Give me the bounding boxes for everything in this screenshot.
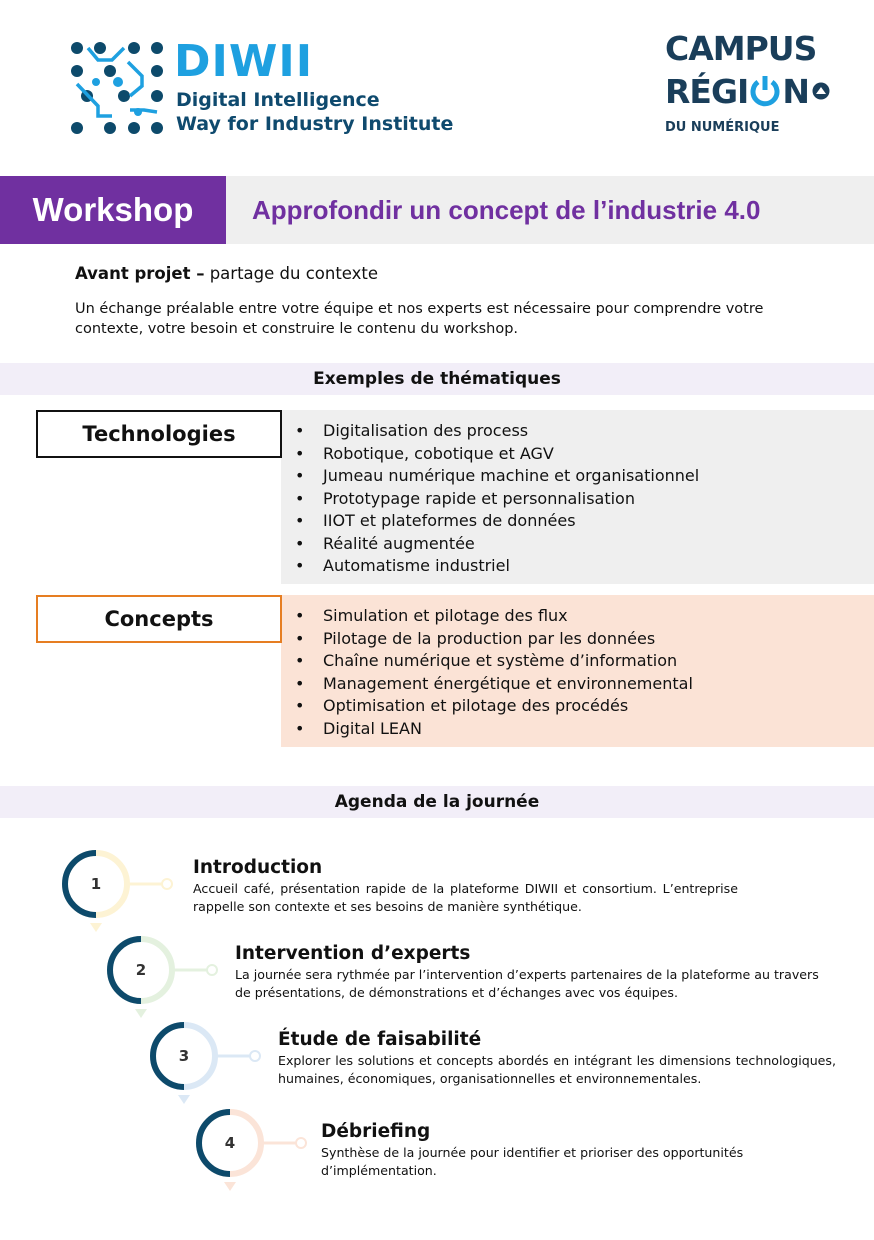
region-emblem-icon [812, 82, 830, 100]
brand-name: DIWII [174, 36, 314, 87]
step-title: Intervention d’experts [235, 943, 471, 964]
campus-logo-line3: DU NUMÉRIQUE [665, 120, 780, 135]
step-ring-icon [194, 1107, 314, 1207]
intro-heading [75, 263, 378, 285]
step-description: La journée sera rythmée par l’intervention d’experts partenaires de la plateforme au travers de présentations, de démonstrations et d’échanges avec vos équipes. [235, 967, 819, 1000]
step-number: 4 [224, 1134, 236, 1152]
technologies-label: Technologies [36, 410, 282, 458]
concept-item: • Pilotage de la production par les données [323, 628, 874, 651]
step-title: Introduction [193, 857, 323, 878]
technologies-panel [281, 410, 874, 584]
concept-item: • Management énergétique et environnemental [323, 673, 874, 696]
concept-item: • Chaîne numérique et système d’information [323, 650, 874, 673]
workshop-tab: Workshop [0, 176, 226, 244]
concept-item: • Simulation et pilotage des flux [323, 605, 874, 628]
technology-item: • IIOT et plateformes de données [323, 510, 874, 533]
technology-item: • Digitalisation des process [323, 420, 874, 443]
step-title: Débriefing [321, 1121, 431, 1142]
concepts-list [281, 595, 874, 740]
concepts-label: Concepts [36, 595, 282, 643]
page-title: Approfondir un concept de l’industrie 4.0 [252, 194, 761, 225]
step-description: Explorer les solutions et concepts abordés en intégrant les dimensions technologiques, humaines, économiques, organisationnelles et environnementales. [278, 1053, 836, 1086]
concept-item: • Digital LEAN [323, 718, 874, 741]
campus-logo-line1: CAMPUS [665, 29, 817, 68]
brand-tagline-line1: Digital Intelligence [176, 89, 380, 111]
campus-logo-n: N [782, 71, 810, 111]
step-ring-icon [148, 1020, 268, 1120]
technology-item: • Réalité augmentée [323, 533, 874, 556]
concepts-panel [281, 595, 874, 747]
agenda-section-title: Agenda de la journée [0, 786, 874, 818]
step-ring-icon [60, 848, 180, 948]
step-ring-icon [105, 934, 225, 1034]
step-description: Synthèse de la journée pour identifier et prioriser des opportunités d’implémentation. [321, 1145, 744, 1178]
diwii-logo-icon [68, 40, 166, 138]
technology-item: • Jumeau numérique machine et organisationnel [323, 465, 874, 488]
technology-item: • Robotique, cobotique et AGV [323, 443, 874, 466]
intro-heading-rest: partage du contexte [204, 264, 379, 283]
brand-tagline-line2: Way for Industry Institute [176, 113, 454, 135]
intro-heading-bold: Avant projet – [75, 264, 205, 283]
step-description: Accueil café, présentation rapide de la plateforme DIWII et consortium. L’entreprise rappelle son contexte et ses besoins de manière synthétique. [193, 881, 738, 914]
intro-body: Un échange préalable entre votre équipe et nos experts est nécessaire pour comprendre votre contexte, votre besoin et construire le contenu du workshop. [75, 301, 764, 337]
campus-logo-regi: RÉGI [665, 71, 749, 111]
themes-section-title: Exemples de thématiques [0, 363, 874, 395]
power-icon [749, 74, 781, 108]
step-number: 1 [90, 875, 102, 893]
campus-logo-line2 [665, 70, 830, 112]
step-number: 2 [135, 961, 147, 979]
technologies-list [281, 410, 874, 578]
technology-item: • Automatisme industriel [323, 555, 874, 578]
technology-item: • Prototypage rapide et personnalisation [323, 488, 874, 511]
step-title: Étude de faisabilité [278, 1029, 482, 1050]
step-number: 3 [178, 1047, 190, 1065]
concept-item: • Optimisation et pilotage des procédés [323, 695, 874, 718]
